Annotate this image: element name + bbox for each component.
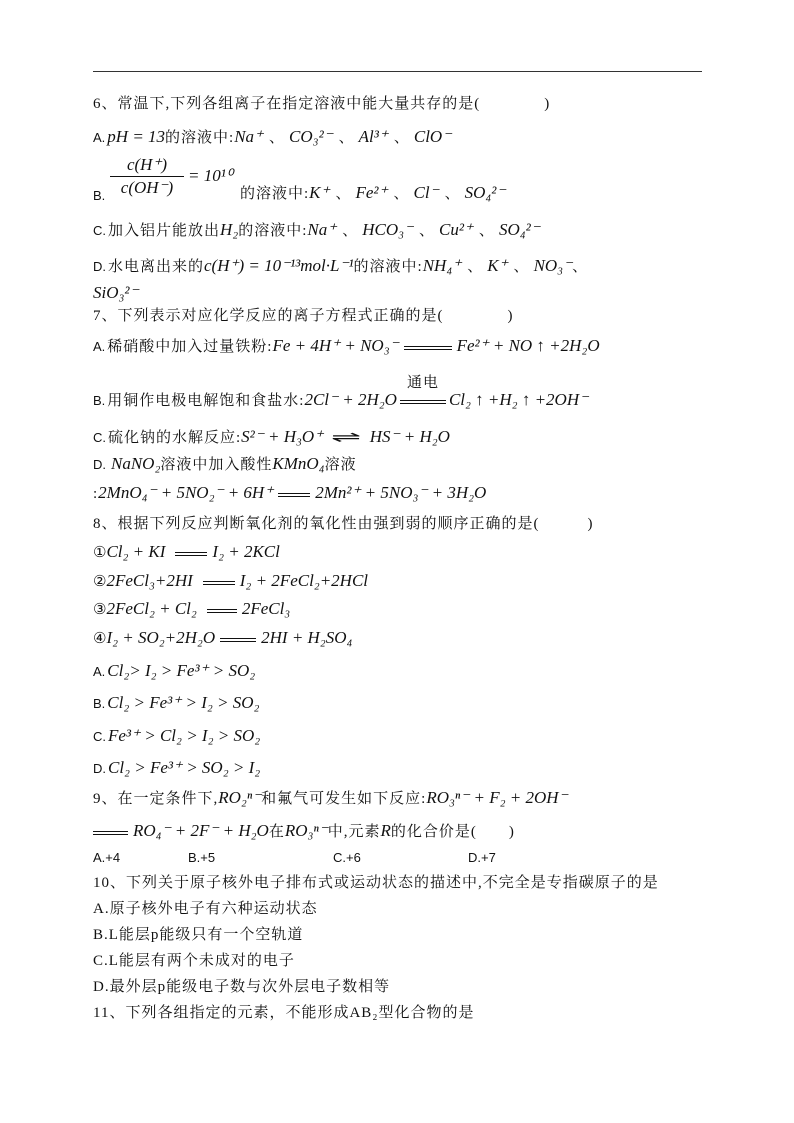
question-9-stem	[93, 787, 568, 809]
equation-rhs: 2FeCl₃	[241, 599, 291, 618]
option-9a	[93, 847, 122, 869]
separator: 、	[444, 186, 460, 202]
option-text: D.+7	[468, 850, 496, 865]
option-label: A.	[93, 664, 106, 679]
option-label: A.	[93, 339, 106, 354]
ion: SiO₃²⁻	[93, 283, 139, 302]
equals-sign	[93, 831, 128, 835]
equation-lhs: RO₃ⁿ⁻ + F₂ + 2OH⁻	[426, 788, 568, 807]
equals-sign	[175, 552, 207, 556]
question-text: 在	[268, 824, 285, 840]
option-6b-ions	[240, 183, 505, 208]
question-text: 7、下列表示对应化学反应的离子方程式正确的是( )	[93, 308, 514, 324]
option-text: 硫化钠的水解反应:	[108, 430, 242, 446]
option-label: B.	[93, 393, 106, 408]
equation-rhs: 2HI + H₂SO₄	[261, 628, 353, 647]
separator: 、	[467, 259, 483, 275]
condition-formula: pH = 13	[107, 127, 166, 146]
option-8d	[93, 757, 260, 779]
option-label: C.	[93, 223, 106, 238]
option-10a	[93, 898, 318, 920]
option-text: B.L能层p能级只有一个空轨道	[93, 927, 304, 943]
question-text: 10、下列关于原子核外电子排布式或运动状态的描述中,不完全是专指碳原子的是	[93, 875, 659, 891]
reaction-number: ②	[93, 572, 107, 590]
option-10c	[93, 950, 295, 972]
equation-lhs: Cl₂ + KI	[106, 542, 166, 561]
equation-lhs: S²⁻ + H₃O⁺	[241, 427, 324, 446]
option-label: A.	[93, 130, 106, 145]
question-text: 的化合价是( )	[390, 824, 515, 840]
option-9d	[468, 847, 498, 869]
option-label: D.	[93, 761, 106, 776]
option-10b	[93, 924, 303, 946]
ion: CO₃²⁻	[289, 127, 333, 146]
concentration-ratio-fraction	[110, 155, 184, 198]
separator: 、	[478, 223, 494, 239]
option-label-wrap	[93, 186, 107, 210]
reaction-1	[93, 541, 280, 563]
ion: Al³⁺	[358, 127, 388, 146]
separator: 、	[513, 259, 529, 275]
ion: K⁺	[309, 183, 330, 202]
option-label: D.	[93, 259, 106, 274]
equation-rhs: I₂ + 2FeCl₂+2HCl	[239, 571, 369, 590]
ratio-value-wrap	[188, 166, 233, 191]
oxidizing-order: Cl₂ > Fe³⁺ > I₂ > SO₂	[107, 693, 260, 712]
option-6c	[93, 219, 540, 241]
oxidant-formula: KMnO₄	[272, 454, 325, 473]
equation-rhs: HS⁻ + H₂O	[369, 427, 450, 446]
reaction-number: ④	[93, 629, 107, 647]
question-6-stem	[93, 93, 550, 115]
option-text: 的溶液中:	[353, 259, 423, 275]
option-8a	[93, 660, 255, 682]
fraction-numerator: c(H⁺)	[126, 155, 168, 174]
question-8-stem	[93, 513, 594, 535]
equation-lhs: 2FeCl₃+2HI	[106, 571, 193, 590]
option-6d	[93, 255, 587, 277]
equation-rhs: I₂ + 2KCl	[212, 542, 280, 561]
separator: 、	[572, 259, 588, 275]
oxidizing-order: Cl₂> I₂ > Fe³⁺ > SO₂	[107, 661, 256, 680]
reversible-arrow: ⇌	[331, 428, 362, 446]
option-text: 溶液中加入酸性	[160, 457, 273, 473]
option-text: A.+4	[93, 850, 121, 865]
ion: NH₄⁺	[422, 256, 462, 275]
question-text: 11、下列各组指定的元素，不能形成AB₂型化合物的是	[93, 1005, 475, 1021]
option-7b	[93, 375, 589, 411]
option-text: C.L能层有两个未成对的电子	[93, 953, 295, 969]
reaction-number: ③	[93, 600, 107, 618]
separator: 、	[393, 186, 409, 202]
ion: Cl⁻	[413, 183, 439, 202]
option-text: 加入铝片能放出	[108, 223, 221, 239]
option-7d	[93, 453, 357, 475]
oxidizing-order: Cl₂ > Fe³⁺ > SO₂ > I₂	[108, 758, 261, 777]
equals-sign	[278, 493, 310, 497]
equation-rhs: 2Mn²⁺ + 5NO₃⁻ + 3H₂O	[315, 483, 487, 502]
equals-sign	[404, 346, 452, 350]
option-text: 水电离出来的	[108, 259, 205, 275]
equation-lhs: 2Cl⁻ + 2H₂O	[304, 390, 397, 409]
question-7-stem	[93, 305, 514, 327]
separator: 、	[342, 223, 358, 239]
option-8c	[93, 725, 260, 747]
option-9b	[188, 847, 217, 869]
option-text: 的溶液中:	[165, 130, 235, 146]
equals-sign	[203, 581, 235, 585]
fraction-denominator: c(OH⁻)	[120, 178, 174, 197]
colon: :	[93, 486, 99, 502]
question-text: 中,元素	[327, 824, 381, 840]
gas-formula: H₂	[220, 220, 239, 239]
option-7a	[93, 335, 600, 357]
option-6a	[93, 126, 451, 148]
ion: Cu²⁺	[439, 220, 473, 239]
option-text: B.+5	[188, 850, 216, 865]
ion: SO₄²⁻	[498, 220, 540, 239]
separator: 、	[335, 186, 351, 202]
reaction-condition: 通电	[406, 375, 439, 391]
option-text: 的溶液中:	[240, 186, 310, 202]
reactant-formula: NaNO₂	[111, 454, 161, 473]
ion: ClO⁻	[413, 127, 452, 146]
reaction-3	[93, 598, 290, 620]
equation-rhs: RO₄⁻ + 2F⁻ + H₂O	[133, 821, 269, 840]
element-symbol: R	[380, 821, 391, 840]
equation-rhs: Cl₂ ↑ +H₂ ↑ +2OH⁻	[448, 390, 589, 409]
ion: HCO₃⁻	[362, 220, 413, 239]
option-text: A.原子核外电子有六种运动状态	[93, 901, 318, 917]
question-11-stem	[93, 1002, 475, 1024]
option-text: 用铜作电极电解饱和食盐水:	[107, 393, 305, 409]
option-text: D.最外层p能级电子数与次外层电子数相等	[93, 979, 391, 995]
option-text: C.+6	[333, 850, 361, 865]
option-label: C.	[93, 430, 106, 445]
separator: 、	[418, 223, 434, 239]
equation-lhs: 2FeCl₂ + Cl₂	[106, 599, 197, 618]
option-6b	[0, 155, 794, 201]
separator: 、	[338, 130, 354, 146]
question-10-stem	[93, 872, 659, 894]
equation-lhs: 2MnO₄⁻ + 5NO₂⁻ + 6H⁺	[98, 483, 274, 502]
equation-rhs: Fe²⁺ + NO ↑ +2H₂O	[456, 336, 600, 355]
option-10d	[93, 976, 390, 998]
option-7c	[93, 426, 450, 448]
question-9-stem-continued	[93, 820, 515, 842]
ion: Na⁺	[234, 127, 264, 146]
question-text: 8、根据下列反应判断氧化剂的氧化性由强到弱的顺序正确的是( )	[93, 516, 594, 532]
option-6d-continued	[93, 282, 138, 304]
option-label: D.	[93, 457, 106, 472]
equation-lhs: I₂ + SO₂+2H₂O	[106, 628, 216, 647]
ion: SO₄²⁻	[464, 183, 506, 202]
option-label: B.	[93, 696, 106, 711]
ion: NO₃⁻	[533, 256, 573, 275]
option-label: C.	[93, 729, 106, 744]
option-text: 溶液	[324, 457, 357, 473]
ion: RO₃ⁿ⁻	[284, 821, 328, 840]
ratio-value: = 10¹⁰	[188, 166, 233, 185]
option-text: 稀硝酸中加入过量铁粉:	[107, 339, 273, 355]
electrolysis-equals-sign	[400, 375, 446, 404]
separator: 、	[269, 130, 285, 146]
header-rule	[93, 71, 702, 72]
reaction-4	[93, 627, 352, 649]
separator: 、	[393, 130, 409, 146]
ion: Na⁺	[307, 220, 337, 239]
equals-sign	[220, 638, 256, 642]
reaction-2	[93, 570, 368, 592]
ion: Fe²⁺	[355, 183, 388, 202]
question-text: 9、在一定条件下,	[93, 791, 219, 807]
option-7d-equation	[93, 482, 486, 504]
equation-lhs: Fe + 4H⁺ + NO₃⁻	[272, 336, 399, 355]
oxidizing-order: Fe³⁺ > Cl₂ > I₂ > SO₂	[108, 726, 261, 745]
reaction-number: ①	[93, 543, 107, 561]
question-text: 和氟气可发生如下反应:	[261, 791, 427, 807]
option-8b	[93, 692, 259, 714]
equals-sign	[207, 609, 237, 613]
ion: K⁺	[487, 256, 508, 275]
question-text: 6、常温下,下列各组离子在指定溶液中能大量共存的是( )	[93, 96, 551, 112]
option-text: 的溶液中:	[238, 223, 308, 239]
option-9c	[333, 847, 363, 869]
fraction-bar	[110, 176, 184, 177]
condition-formula: c(H⁺) = 10⁻¹³mol·L⁻¹	[204, 256, 354, 275]
option-label: B.	[93, 188, 106, 203]
ion: RO₂ⁿ⁻	[218, 788, 262, 807]
